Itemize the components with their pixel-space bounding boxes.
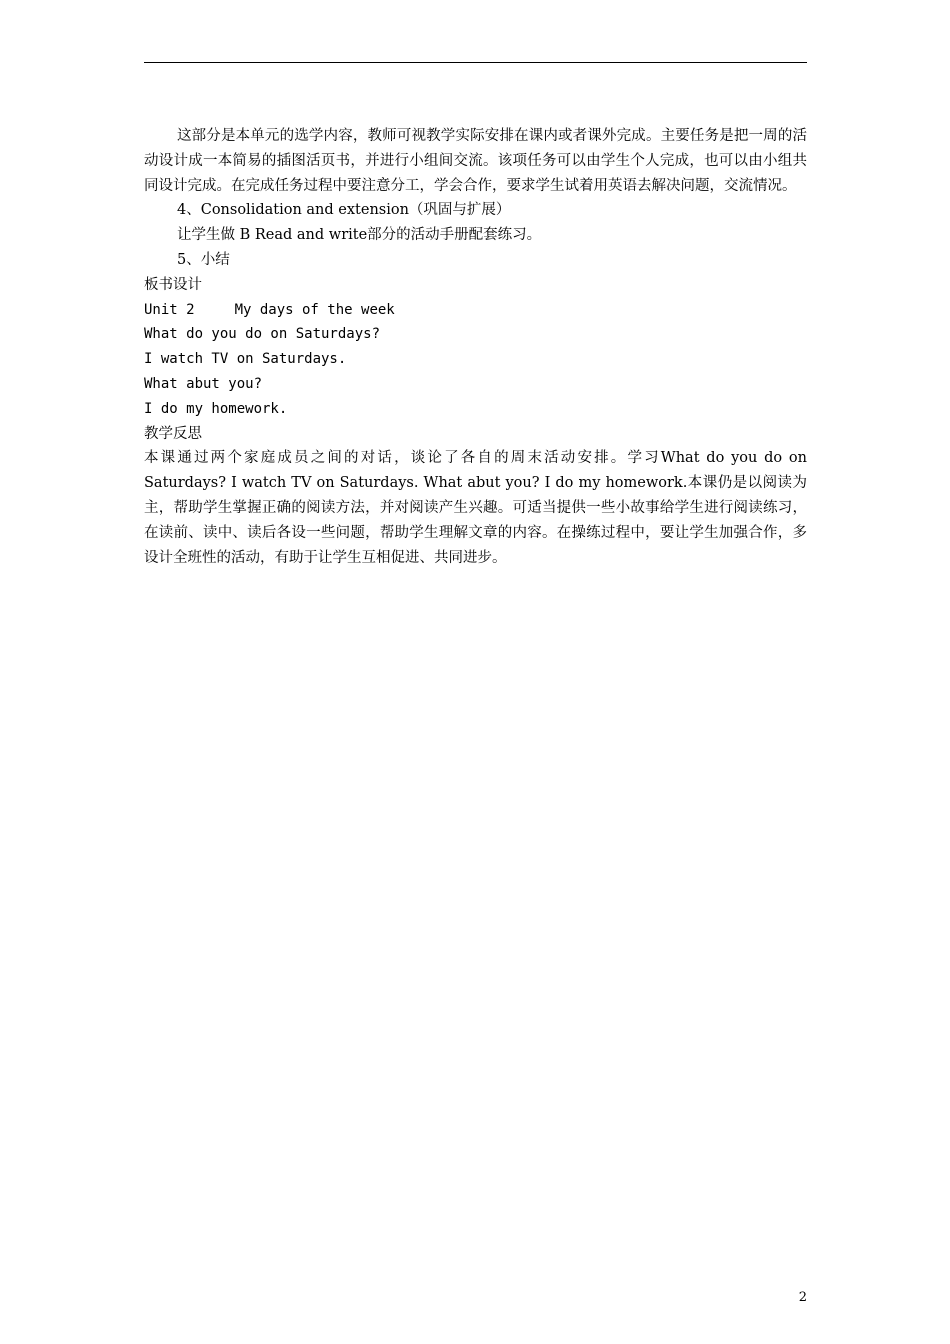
board-unit-line: [144, 298, 807, 323]
board-line: What do you do on Saturdays?: [144, 326, 381, 343]
board-unit-title: My days of the week: [234, 301, 395, 318]
step4-title: 4、Consolidation and extension（巩固与扩展）: [177, 202, 511, 219]
step4-body: 让学生做 B Read and write部分的活动手册配套练习。: [177, 227, 542, 244]
board-line: What abut you?: [144, 375, 263, 392]
board-line: I do my homework.: [144, 400, 288, 417]
intro-paragraph: 这部分是本单元的选学内容，教师可视教学实际安排在课内或者课外完成。主要任务是把一周的活动设计成一本简易的插图活页书，并进行小组间交流。该项任务可以由学生个人完成，也可以由小组共同设计完成。在完成任务过程中要注意分工，学会合作，要求学生试着用英语去解决问题，交流情况。: [144, 128, 807, 194]
document-body: [144, 124, 807, 570]
reflection-paragraph: 本课通过两个家庭成员之间的对话，谈论了各自的周末活动安排。学习What do you do on Saturdays? I watch TV on Saturdays. What abut you? I do my homework.本课仍是以阅读为主，帮助学生掌握正确的阅读方法，并对阅读产生兴趣。可适当提供一些小故事给学生进行阅读练习，在读前、读中、读后各设一些问题，帮助学生理解文章的内容。在操练过程中，要让学生加强合作，多设计全班性的活动，有助于让学生互相促进、共同进步。: [144, 450, 807, 566]
step5-title: 5、小结: [177, 251, 230, 268]
board-line: I watch TV on Saturdays.: [144, 351, 347, 368]
board-design-heading: 板书设计: [144, 276, 202, 293]
board-unit: Unit 2: [144, 301, 195, 318]
page-number: 2: [798, 1290, 807, 1305]
header-rule: [144, 62, 807, 63]
reflection-heading: 教学反思: [144, 425, 202, 442]
